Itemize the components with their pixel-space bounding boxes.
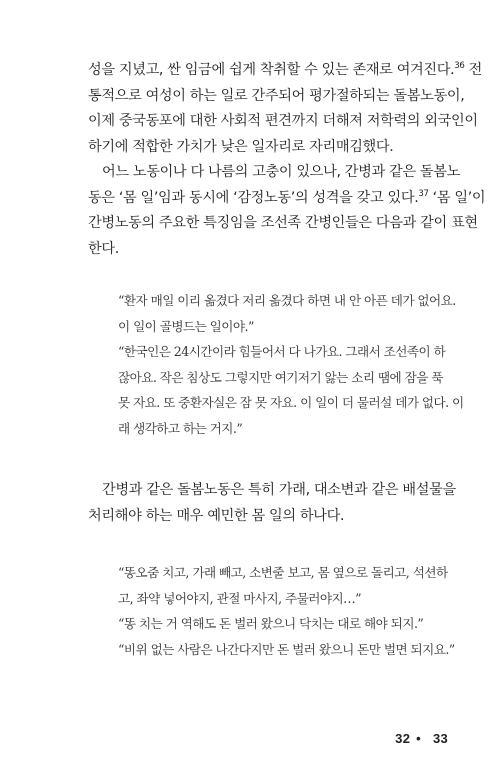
page-number-separator: • — [416, 731, 422, 746]
paragraph-excretion — [88, 478, 458, 529]
text-line: 통적으로 여성이 하는 일로 간주되어 평가절하되는 돌봄노동이, — [88, 87, 465, 104]
quote-line: 못 자요. 또 중환자실은 잠 못 자요. 이 일이 더 물러설 데가 없다. 이 — [118, 395, 464, 411]
text-line: 이제 중국동포에 대한 사회적 편견까지 더해져 저학력의 외국인이 — [88, 113, 478, 130]
quote-line: 이 일이 골병드는 일이야.” — [118, 318, 254, 334]
footnote-marker: 37 — [418, 188, 429, 199]
quote-line: “똥 치는 거 역해도 돈 벌러 왔으니 닥치는 대로 해야 되지.” — [118, 616, 424, 632]
quote-line: “환자 매일 이리 옮겼다 저리 옮겼다 하면 내 안 아픈 데가 없어요. — [118, 293, 456, 308]
quote-line: “똥오줌 치고, 가래 빼고, 소변줄 보고, 몸 옆으로 돌리고, 석션하 — [118, 565, 448, 580]
quote-block-1 — [118, 288, 464, 442]
paragraph-care-labor — [88, 160, 486, 262]
text-line: 간병과 같은 돌봄노동은 특히 가래, 대소변과 같은 배설물을 — [102, 482, 456, 498]
page-number-right: 33 — [432, 731, 448, 746]
footnote-marker: 36 — [454, 61, 465, 71]
quote-line: 고, 좌약 넣어야지, 관절 마사지, 주물러야지…” — [118, 590, 362, 606]
text-line — [88, 58, 482, 84]
quote-line: 잖아요. 작은 침상도 그렇지만 여기저기 앓는 소리 땜에 잠을 푹 — [118, 369, 443, 385]
text-line: 간병노동의 주요한 특징임을 조선족 간병인들은 다음과 같이 표현 — [88, 215, 478, 232]
text-segment: 성을 지녔고, 싼 임금에 쉽게 착취할 수 있는 존재로 여겨진다. — [88, 62, 455, 78]
text-line: 한다. — [88, 240, 119, 257]
text-segment: ‘몸 일’이 — [428, 189, 486, 206]
text-line: 어느 노동이나 다 나름의 고충이 있으나, 간병과 같은 돌봄노 — [102, 164, 460, 180]
quote-line: “한국인은 24시간이라 힘들어서 다 나가요. 그래서 조선족이 하 — [118, 344, 446, 360]
text-segment: 동은 ‘몸 일’임과 동시에 ‘감정노동’의 성격을 갖고 있다. — [88, 189, 419, 206]
page-numbers — [395, 731, 448, 746]
quote-block-2 — [118, 560, 458, 662]
text-line: 처리해야 하는 매우 예민한 몸 일의 하나다. — [88, 507, 345, 524]
text-segment: 전 — [464, 62, 482, 78]
text-line: 하기에 적합한 가치가 낮은 일자리로 자리매김했다. — [88, 138, 394, 155]
quote-line: 래 생각하고 하는 거지.” — [118, 420, 243, 436]
paragraph-intro — [88, 58, 482, 160]
quote-line: “비위 없는 사람은 나간다지만 돈 벌러 왔으니 돈만 벌면 되지요.” — [118, 641, 455, 657]
text-line — [88, 186, 486, 212]
page-number-left: 32 — [395, 731, 411, 746]
